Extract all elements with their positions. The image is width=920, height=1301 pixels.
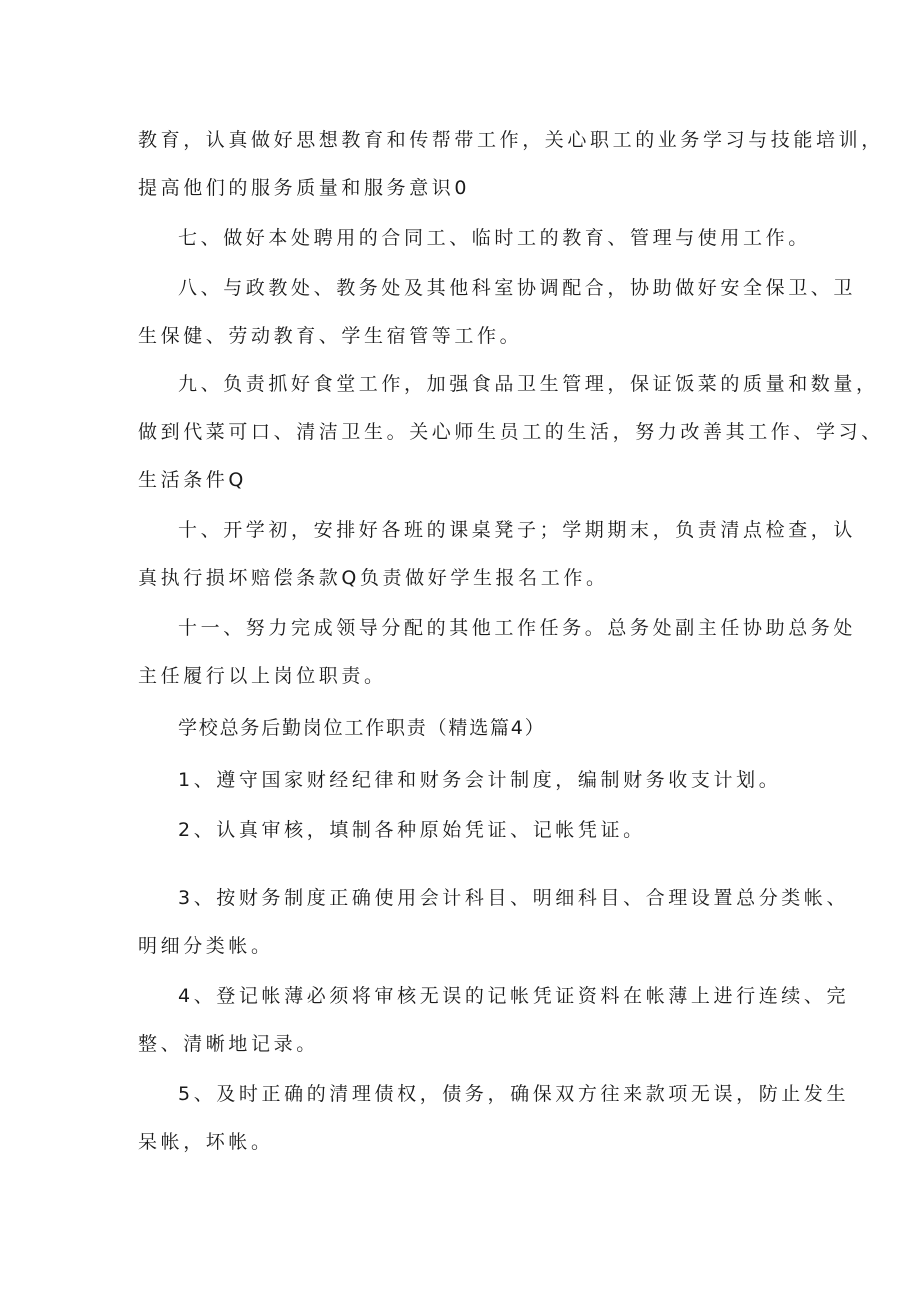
paragraph-line: 整、清晰地记录。 — [138, 1033, 319, 1055]
paragraph-line: 十一、努力完成领导分配的其他工作任务。总务处副主任协助总务处 — [178, 617, 857, 639]
paragraph-line: 2、认真审核，填制各种原始凭证、记帐凭证。 — [178, 819, 646, 841]
paragraph-line: 十、开学初，安排好各班的课桌凳子；学期期末，负责清点检查，认 — [178, 519, 857, 541]
paragraph-line: 4、登记帐薄必须将审核无误的记帐凭证资料在帐薄上进行连续、完 — [178, 985, 850, 1007]
paragraph-line: 主任履行以上岗位职责。 — [138, 665, 387, 687]
paragraph-line: 做到代菜可口、清洁卫生。关心师生员工的生活，努力改善其工作、学习、 — [138, 421, 884, 443]
paragraph-line: 七、做好本处聘用的合同工、临时工的教育、管理与使用工作。 — [178, 227, 811, 249]
paragraph-line: 明细分类帐。 — [138, 935, 274, 957]
paragraph-line: 提高他们的服务质量和服务意识0 — [138, 177, 471, 199]
paragraph-line: 呆帐，坏帐。 — [138, 1131, 274, 1153]
paragraph-line: 九、负责抓好食堂工作，加强食品卫生管理，保证饭菜的质量和数量， — [178, 373, 879, 395]
section-heading: 学校总务后勤岗位工作职责（精选篇4） — [178, 717, 546, 739]
paragraph-line: 生活条件Q — [138, 469, 247, 491]
paragraph-line: 生保健、劳动教育、学生宿管等工作。 — [138, 325, 523, 347]
paragraph-line: 5、及时正确的清理债权，债务，确保双方往来款项无误，防止发生 — [178, 1083, 850, 1105]
paragraph-line: 3、按财务制度正确使用会计科目、明细科目、合理设置总分类帐、 — [178, 887, 850, 909]
paragraph-line: 教育，认真做好思想教育和传帮带工作，关心职工的业务学习与技能培训， — [138, 129, 884, 151]
paragraph-line: 八、与政教处、教务处及其他科室协调配合，协助做好安全保卫、卫 — [178, 277, 857, 299]
paragraph-line: 1、遵守国家财经纪律和财务会计制度，编制财务收支计划。 — [178, 769, 782, 791]
paragraph-line: 真执行损坏赔偿条款Q负责做好学生报名工作。 — [138, 567, 609, 589]
